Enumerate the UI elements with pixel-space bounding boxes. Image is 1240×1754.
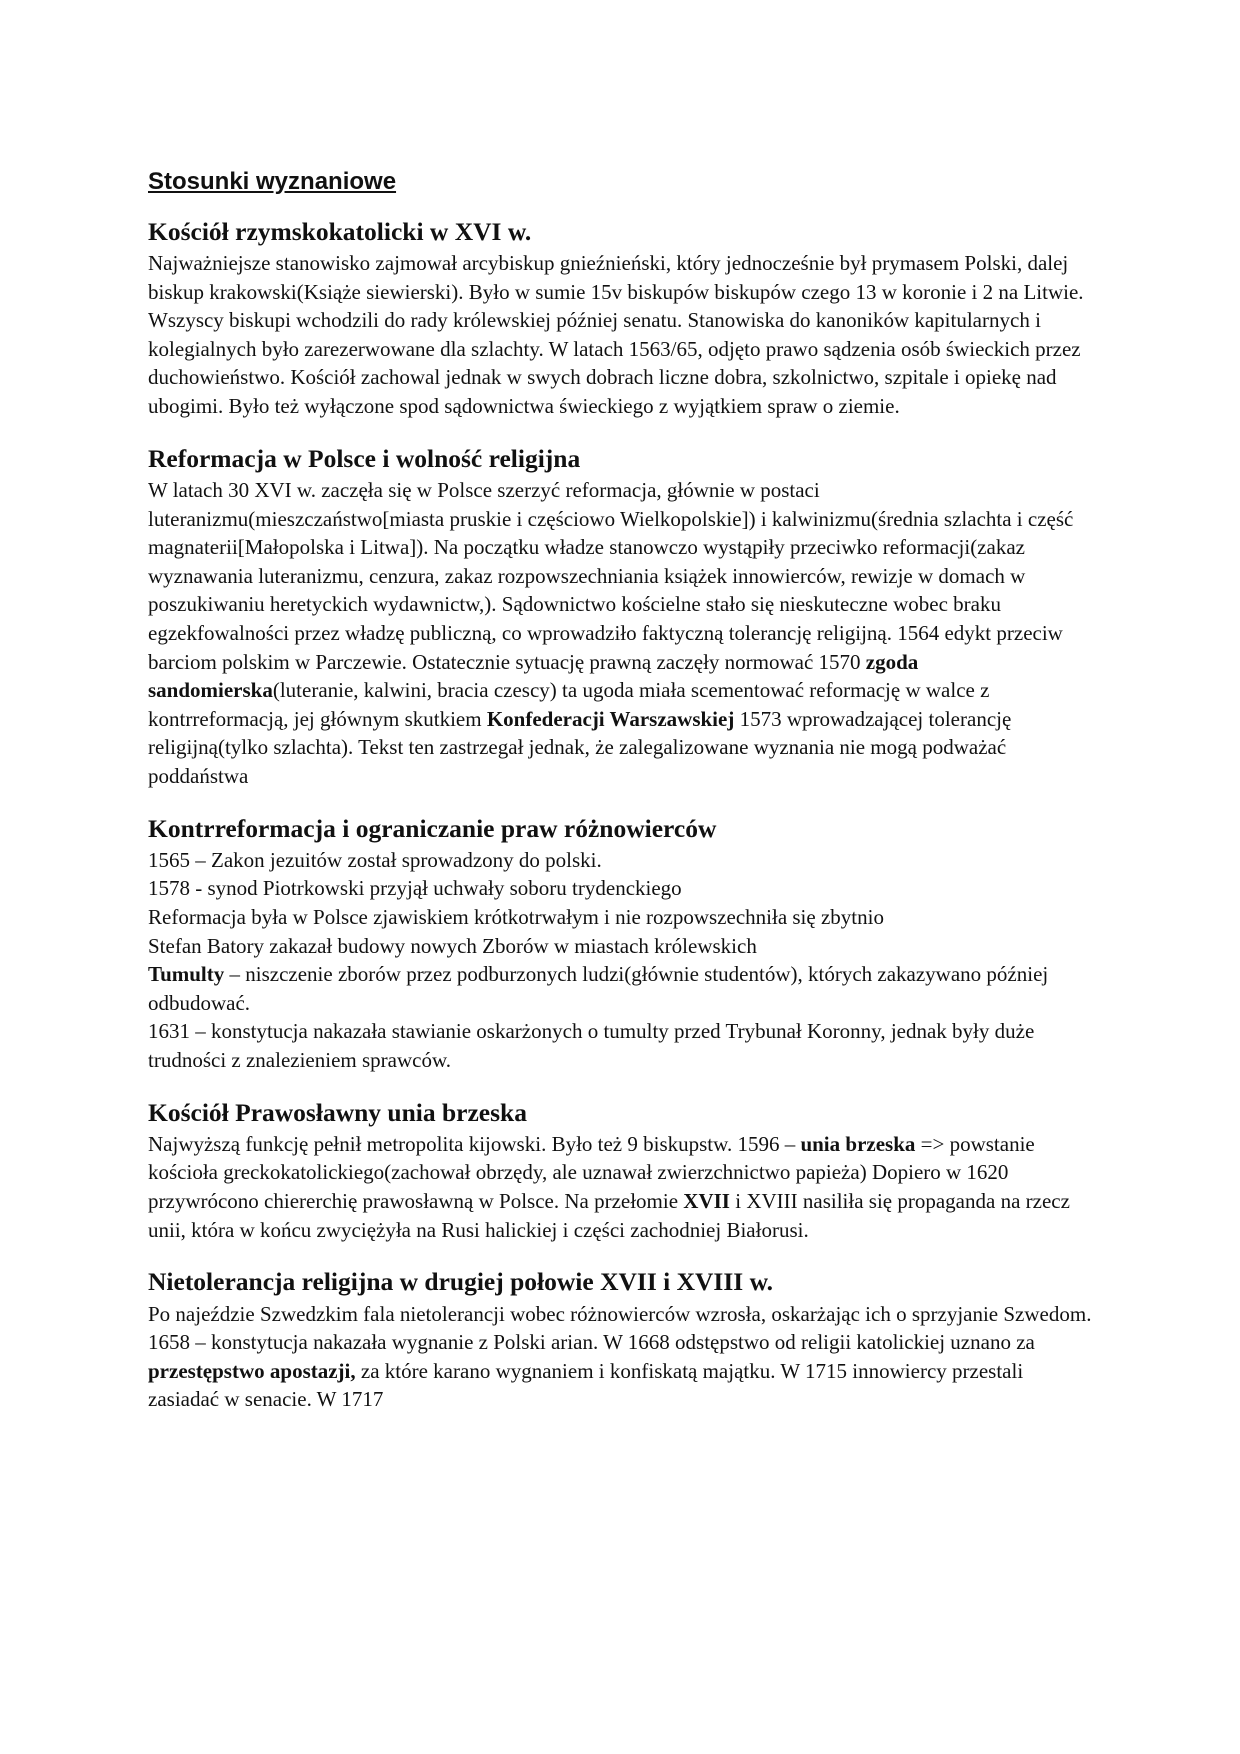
text-run: (luteranie, kalwini, bracia czescy) ta ugoda miała scementować reformację w walce z kontrreformacją, jej głównym skutkiem: [148, 678, 990, 731]
text-run: 1565 – Zakon jezuitów został sprowadzony do polski. 1578 - synod Piotrkowski przyjął uchwały soboru trydenckiego Reformacja była w Polsce zjawiskiem krótkotrwałym i nie rozpowszechniła się zbytnio Stefan Batory zakazał budowy nowych Zborów w miastach królewskich: [148, 847, 884, 958]
section-paragraph: [148, 1300, 1098, 1414]
section-3: [148, 814, 1098, 1075]
section-heading: Kontrreformacja i ograniczanie praw różnowierców: [148, 813, 717, 843]
text-run: W latach 30 XVI w. zaczęła się w Polsce szerzyć reformacja, głównie w postaci luteranizmu(mieszczaństwo[miasta pruskie i częściowo Wielkopolskie]) i kalwinizmu(średnia szlachta i część magnaterii[Małopolska i Litwa]). Na początku władze stanowczo wystąpiły przeciwko reformacji(zakaz wyznawania luteranizmu, cenzura, zakaz rozpowszechniania książek innowierców, rewizje w domach w poszukiwaniu heretyckich wydawnictw,). Sądownictwo kościelne stało się nieskuteczne wobec braku egzekfowalności przez władzę publiczną, co wprowadziło faktyczną tolerancję religijną. 1564 edykt przeciw barciom polskim w Parczewie. Ostatecznie sytuację prawną zaczęły normować 1570: [148, 477, 1074, 674]
section-heading: Kościół rzymskokatolicki w XVI w.: [148, 216, 532, 246]
section-4: [148, 1098, 1098, 1245]
section-heading: Nietolerancja religijna w drugiej połowie XVII i XVIII w.: [148, 1267, 773, 1297]
text-run: za które karano wygnaniem i konfiskatą majątku. W 1715 innowiercy przestali zasiadać w senacie. W 1717: [148, 1358, 1024, 1412]
bold-text: zgoda sandomierska: [148, 649, 919, 703]
document-title: Stosunki wyznaniowe: [148, 168, 397, 195]
text-run: Najwyższą funkcję pełnił metropolita kijowski. Było też 9 biskupstw. 1596 –: [148, 1131, 801, 1156]
section-2: [148, 444, 1098, 791]
document-page: [148, 168, 1098, 1437]
bold-text: Konfederacji Warszawskiej: [486, 706, 735, 731]
section-heading: Reformacja w Polsce i wolność religijna: [148, 443, 581, 473]
section-1: [148, 217, 1098, 421]
section-heading: Kościół Prawosławny unia brzeska: [148, 1097, 527, 1127]
bold-text: XVII: [683, 1189, 730, 1214]
bold-text: Tumulty: [148, 962, 225, 987]
section-paragraph: [148, 846, 1098, 1075]
bold-text: unia brzeska: [800, 1131, 916, 1156]
bold-text: przestępstwo apostazji,: [148, 1358, 356, 1383]
text-run: Najważniejsze stanowisko zajmował arcybiskup gnieźnieński, który jednocześnie był prymasem Polski, dalej biskup krakowski(Książe siewierski). Było w sumie 15v biskupów biskupów czego 13 w koronie i 2 na Litwie. Wszyscy biskupi wchodzili do rady królewskiej później senatu. Stanowiska do kanoników kapitularnych i kolegialnych było zarezerwowane dla szlachty. W latach 1563/65, odjęto prawo sądzenia osób świeckich przez duchowieństwo. Kościół zachowal jednak w swych dobrach liczne dobra, szkolnictwo, szpitale i opiekę nad ubogimi. Było też wyłączone spod sądownictwa świeckiego z wyjątkiem spraw o ziemie.: [148, 251, 1084, 419]
text-run: i XVIII nasiliła się propaganda na rzecz unii, która w końcu zwyciężyła na Rusi halickiej i części zachodniej Białorusi.: [148, 1189, 1070, 1242]
section-paragraph: [148, 249, 1098, 421]
text-run: 1573 wprowadzającej tolerancję religijną(tylko szlachta). Tekst ten zastrzegał jednak, że zalegalizowane wyznania nie mogą podważać poddaństwa: [148, 706, 1012, 788]
document-body: [148, 217, 1098, 1414]
section-paragraph: [148, 1130, 1098, 1244]
text-run: => powstanie kościoła greckokatolickiego(zachował obrzędy, ale uznawał zwierzchnictwo papieża) Dopiero w 1620 przywrócono chiererchię prawosławną w Polsce. Na przełomie: [148, 1131, 1035, 1214]
section-5: [148, 1267, 1098, 1414]
text-run: Po najeździe Szwedzkim fala nietolerancji wobec różnowierców wzrosła, oskarżając ich o sprzyjanie Szwedom. 1658 – konstytucja nakazała wygnanie z Polski arian. W 1668 odstępstwo od religii katolickiej uznano za: [148, 1301, 1092, 1355]
text-run: – niszczenie zborów przez podburzonych ludzi(głównie studentów), których zakazywano później odbudować. 1631 – konstytucja nakazała stawianie oskarżonych o tumulty przed Trybunał Koronny, jednak były duże trudności z znalezieniem sprawców.: [148, 962, 1049, 1072]
section-paragraph: [148, 476, 1098, 791]
